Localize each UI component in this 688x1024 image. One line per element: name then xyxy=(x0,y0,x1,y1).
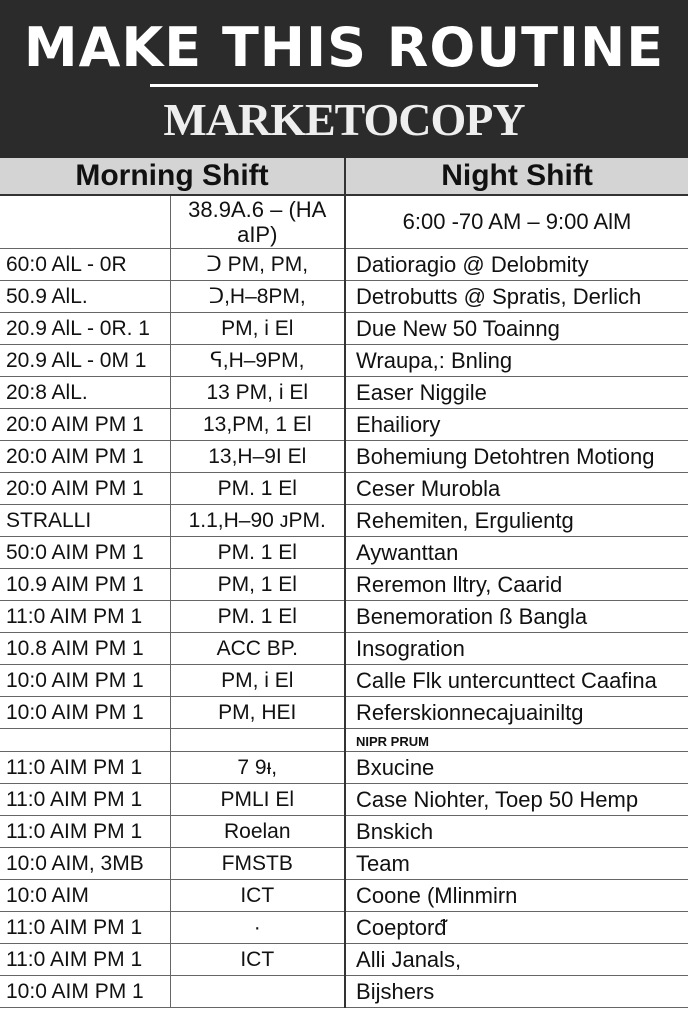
morning-time-cell: 11:0 AIM PM 1 xyxy=(0,784,170,816)
mid-time-cell: PM. 1 El xyxy=(170,537,345,569)
shift-table-body xyxy=(0,195,688,1008)
table-row xyxy=(0,633,688,665)
night-task-cell: Rehemiten, Ergulientg xyxy=(345,505,688,537)
table-row xyxy=(0,912,688,944)
morning-time-cell: 10:0 AIM xyxy=(0,880,170,912)
mid-time-cell: PM. 1 El xyxy=(170,601,345,633)
mid-time-cell: PM, i El xyxy=(170,313,345,345)
table-row xyxy=(0,601,688,633)
header-banner xyxy=(0,0,688,158)
subheader-night-cell: 6:00 -70 AM – 9:00 AlM xyxy=(345,195,688,249)
table-row xyxy=(0,816,688,848)
table-row xyxy=(0,281,688,313)
mid-time-cell: ICT xyxy=(170,944,345,976)
morning-time-cell: 11:0 AIM PM 1 xyxy=(0,816,170,848)
mid-time-cell: 13,H–9I El xyxy=(170,441,345,473)
morning-time-cell xyxy=(0,729,170,752)
table-row xyxy=(0,848,688,880)
table-row xyxy=(0,441,688,473)
page-subtitle: MARKETOCOPY xyxy=(163,94,525,145)
subheader-mid-cell: 38.9A.6 – (HA aIP) xyxy=(170,195,345,249)
subheader-row xyxy=(0,195,688,249)
night-shift-header: Night Shift xyxy=(345,158,688,195)
table-row xyxy=(0,944,688,976)
mid-time-cell: 13 PM, i El xyxy=(170,377,345,409)
night-task-cell: Detrobutts @ Spratis, Derlich xyxy=(345,281,688,313)
night-task-cell: Bijshers xyxy=(345,976,688,1008)
night-task-cell: Coeptorᵭ xyxy=(345,912,688,944)
night-task-cell: Ceser Murobla xyxy=(345,473,688,505)
table-row xyxy=(0,752,688,784)
night-task-cell: Team xyxy=(345,848,688,880)
page-title: MAKE THIS ROUTINE xyxy=(23,16,665,79)
mid-time-cell: PM. 1 El xyxy=(170,473,345,505)
night-task-cell: Referskionnecajuainiltg xyxy=(345,697,688,729)
morning-time-cell: STRALLI xyxy=(0,505,170,537)
night-task-cell: Coone (Mlinmirn xyxy=(345,880,688,912)
table-header-row xyxy=(0,158,688,195)
night-task-cell: Benemoration ß Bangla xyxy=(345,601,688,633)
night-task-cell: Bxucine xyxy=(345,752,688,784)
night-task-cell: Ehailiory xyxy=(345,409,688,441)
mid-time-cell: · xyxy=(170,912,345,944)
mid-time-cell: ACC BP. xyxy=(170,633,345,665)
morning-time-cell: 20.9 AlL - 0M 1 xyxy=(0,345,170,377)
night-task-cell: Bnskich xyxy=(345,816,688,848)
table-row xyxy=(0,976,688,1008)
morning-time-cell: 11:0 AIM PM 1 xyxy=(0,752,170,784)
mid-time-cell: 1.1,H–90 ᴊPM. xyxy=(170,505,345,537)
morning-time-cell: 50:0 AIM PM 1 xyxy=(0,537,170,569)
table-row xyxy=(0,377,688,409)
morning-time-cell: 10:0 AIM, 3MB xyxy=(0,848,170,880)
night-task-cell: Bohemiung Detohtren Motiong xyxy=(345,441,688,473)
morning-time-cell: 11:0 AIM PM 1 xyxy=(0,912,170,944)
table-row xyxy=(0,249,688,281)
morning-time-cell: 20:0 AIM PM 1 xyxy=(0,409,170,441)
title-divider xyxy=(150,84,538,87)
table-row xyxy=(0,537,688,569)
table-row xyxy=(0,729,688,752)
night-task-cell: Reremon lltry, Caarid xyxy=(345,569,688,601)
mid-time-cell: PM, HEI xyxy=(170,697,345,729)
mid-time-cell: 13,PM, 1 El xyxy=(170,409,345,441)
table-row xyxy=(0,665,688,697)
table-row xyxy=(0,880,688,912)
shift-table xyxy=(0,158,688,1008)
night-task-cell: Aywanttan xyxy=(345,537,688,569)
morning-time-cell: 20:0 AIM PM 1 xyxy=(0,473,170,505)
morning-time-cell: 20:0 AIM PM 1 xyxy=(0,441,170,473)
night-task-cell: Alli Janals, xyxy=(345,944,688,976)
mid-time-cell: Roelan xyxy=(170,816,345,848)
night-task-cell: NIPR PRUM xyxy=(345,729,688,752)
subheader-empty-cell xyxy=(0,195,170,249)
morning-time-cell: 10:0 AIM PM 1 xyxy=(0,976,170,1008)
table-row xyxy=(0,345,688,377)
morning-time-cell: 10.8 AIM PM 1 xyxy=(0,633,170,665)
mid-time-cell: ᑐ,H–8PM, xyxy=(170,281,345,313)
mid-time-cell: PMLI El xyxy=(170,784,345,816)
table-row xyxy=(0,784,688,816)
mid-time-cell: FMSTB xyxy=(170,848,345,880)
mid-time-cell: ICT xyxy=(170,880,345,912)
night-task-cell: Datioragio @ Delobmity xyxy=(345,249,688,281)
morning-time-cell: 60:0 AlL - 0R xyxy=(0,249,170,281)
mid-time-cell: ᑐ PM, PM, xyxy=(170,249,345,281)
table-row xyxy=(0,473,688,505)
morning-time-cell: 20.9 AlL - 0R. 1 xyxy=(0,313,170,345)
mid-time-cell xyxy=(170,976,345,1008)
morning-time-cell: 11:0 AIM PM 1 xyxy=(0,944,170,976)
table-row xyxy=(0,313,688,345)
table-row xyxy=(0,505,688,537)
table-row xyxy=(0,569,688,601)
mid-time-cell: 7 9ᵻ, xyxy=(170,752,345,784)
morning-time-cell: 50.9 AlL. xyxy=(0,281,170,313)
morning-shift-header: Morning Shift xyxy=(0,158,345,195)
mid-time-cell: PM, 1 El xyxy=(170,569,345,601)
night-task-cell: Calle Flk untercunttect Caafina xyxy=(345,665,688,697)
night-task-cell: Due New 50 Toainng xyxy=(345,313,688,345)
night-task-cell: Case Niohter, Toep 50 Hemp xyxy=(345,784,688,816)
table-row xyxy=(0,409,688,441)
morning-time-cell: 10:0 AIM PM 1 xyxy=(0,665,170,697)
morning-time-cell: 10.9 AIM PM 1 xyxy=(0,569,170,601)
mid-time-cell: ᕋ,H–9PM, xyxy=(170,345,345,377)
night-task-cell: Wraupa,: Bnling xyxy=(345,345,688,377)
mid-time-cell xyxy=(170,729,345,752)
morning-time-cell: 10:0 AIM PM 1 xyxy=(0,697,170,729)
night-task-cell: Easer Niggile xyxy=(345,377,688,409)
morning-time-cell: 11:0 AIM PM 1 xyxy=(0,601,170,633)
mid-time-cell: PM, i El xyxy=(170,665,345,697)
night-task-cell: Insogration xyxy=(345,633,688,665)
table-row xyxy=(0,697,688,729)
morning-time-cell: 20:8 AlL. xyxy=(0,377,170,409)
